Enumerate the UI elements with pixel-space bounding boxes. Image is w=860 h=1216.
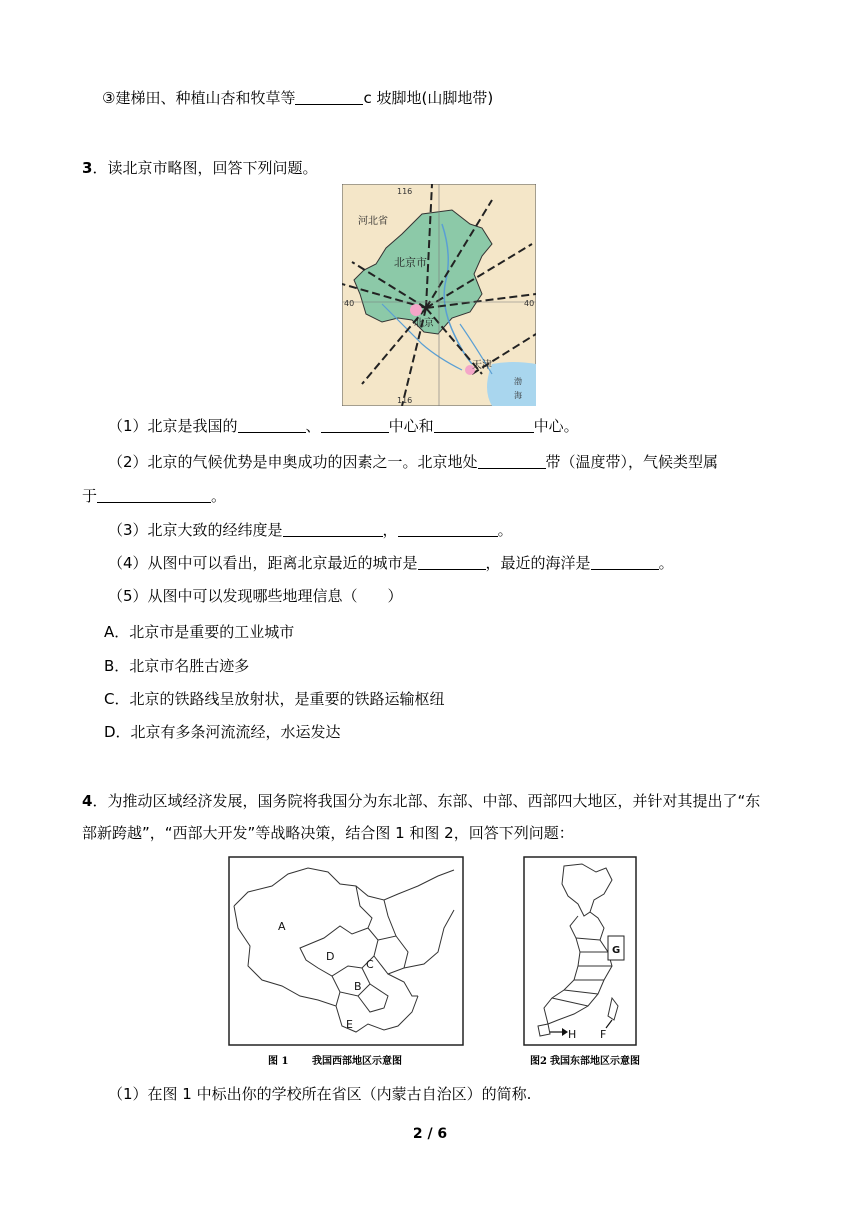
answer-blank[interactable]: [418, 555, 486, 570]
answer-blank[interactable]: [97, 488, 211, 503]
beijing-city-label: 北京市: [394, 256, 427, 269]
answer-blank[interactable]: [283, 522, 383, 537]
beijing-label: 北京: [414, 318, 434, 329]
answer-blank[interactable]: [295, 90, 363, 105]
option-d[interactable]: D．北京有多条河流流经，水运发达: [104, 723, 341, 741]
q3-sub4: （4）从图中可以看出，距离北京最近的城市是 ，最近的海洋是 。: [108, 554, 674, 572]
option-b[interactable]: B．北京市名胜古迹多: [104, 657, 250, 675]
q3-sub5: （5）从图中可以发现哪些地理信息（ ）: [108, 587, 403, 605]
answer-blank[interactable]: [434, 418, 534, 433]
answer-blank[interactable]: [238, 418, 306, 433]
question-4-stem: 4．为推动区域经济发展，国务院将我国分为东北部、东部、中部、西部四大地区，并针对其提出了“东: [82, 792, 761, 810]
figure-1-caption: 我国西部地区示意图: [312, 1056, 402, 1067]
answer-blank[interactable]: [478, 454, 546, 469]
figure-2-eastern-map: [508, 856, 658, 1070]
region-g-label: G: [612, 945, 621, 956]
question-4-stem-cont: 部新跨越”，“西部大开发”等战略决策，结合图 1 和图 2，回答下列问题：: [82, 824, 574, 842]
figure-2-caption-num: 图2: [530, 1056, 547, 1067]
q3-sub2: （2）北京的气候优势是申奥成功的因素之一。北京地处 带（温度带），气候类型属: [108, 453, 719, 471]
sea-shape: [487, 362, 536, 406]
circled-number: ③: [102, 89, 116, 107]
option-c[interactable]: C．北京的铁路线呈放射状，是重要的铁路运输枢纽: [104, 690, 445, 708]
hai-label: 海: [514, 391, 522, 400]
item-match: c 坡脚地(山脚地带): [363, 89, 494, 107]
beijing-map: [342, 184, 536, 406]
region-c-label: C: [366, 958, 374, 971]
figure-1-svg: [228, 856, 464, 1070]
q3-sub1: （1）北京是我国的 、 中心和 中心。: [108, 417, 579, 435]
answer-blank[interactable]: [591, 555, 659, 570]
region-d-label: D: [326, 950, 335, 963]
question-3-stem: 3．读北京市略图，回答下列问题。: [82, 159, 318, 177]
region-h-label: H: [568, 1028, 577, 1041]
lat-right-label: 40: [524, 299, 535, 308]
lon-bottom-label: 116: [397, 396, 413, 405]
bo-label: 渤: [514, 377, 522, 386]
beijing-map-svg: [342, 184, 536, 406]
q3-sub2-cont: 于 。: [82, 487, 227, 505]
q4-sub1: （1）在图 1 中标出你的学校所在省区（内蒙古自治区）的简称.: [108, 1085, 532, 1103]
region-b-label: B: [354, 980, 362, 993]
figure-2-svg: [508, 856, 658, 1070]
region-e-label: E: [346, 1018, 353, 1031]
hebei-label: 河北省: [358, 216, 388, 227]
region-f-label: F: [600, 1028, 607, 1041]
item-text: 建梯田、种植山杏和牧草等: [115, 89, 296, 107]
item-3-line: [102, 88, 493, 108]
q3-sub3: （3）北京大致的经纬度是 ， 。: [108, 521, 513, 539]
answer-blank[interactable]: [398, 522, 498, 537]
lon-top-label: 116: [397, 187, 413, 196]
page-number: 2 / 6: [412, 1126, 448, 1142]
lat-left-label: 40: [344, 299, 355, 308]
question-number: 3: [82, 159, 93, 177]
figure-2-caption: 我国东部地区示意图: [550, 1056, 640, 1067]
figure-1-western-map: [228, 856, 464, 1070]
question-number: 4: [82, 792, 93, 810]
figure-1-caption-num: 图 1: [268, 1056, 289, 1067]
region-a-label: A: [278, 920, 286, 933]
answer-blank[interactable]: [321, 418, 389, 433]
tianjin-label: 天津: [472, 360, 492, 371]
option-a[interactable]: A．北京市是重要的工业城市: [104, 623, 295, 641]
